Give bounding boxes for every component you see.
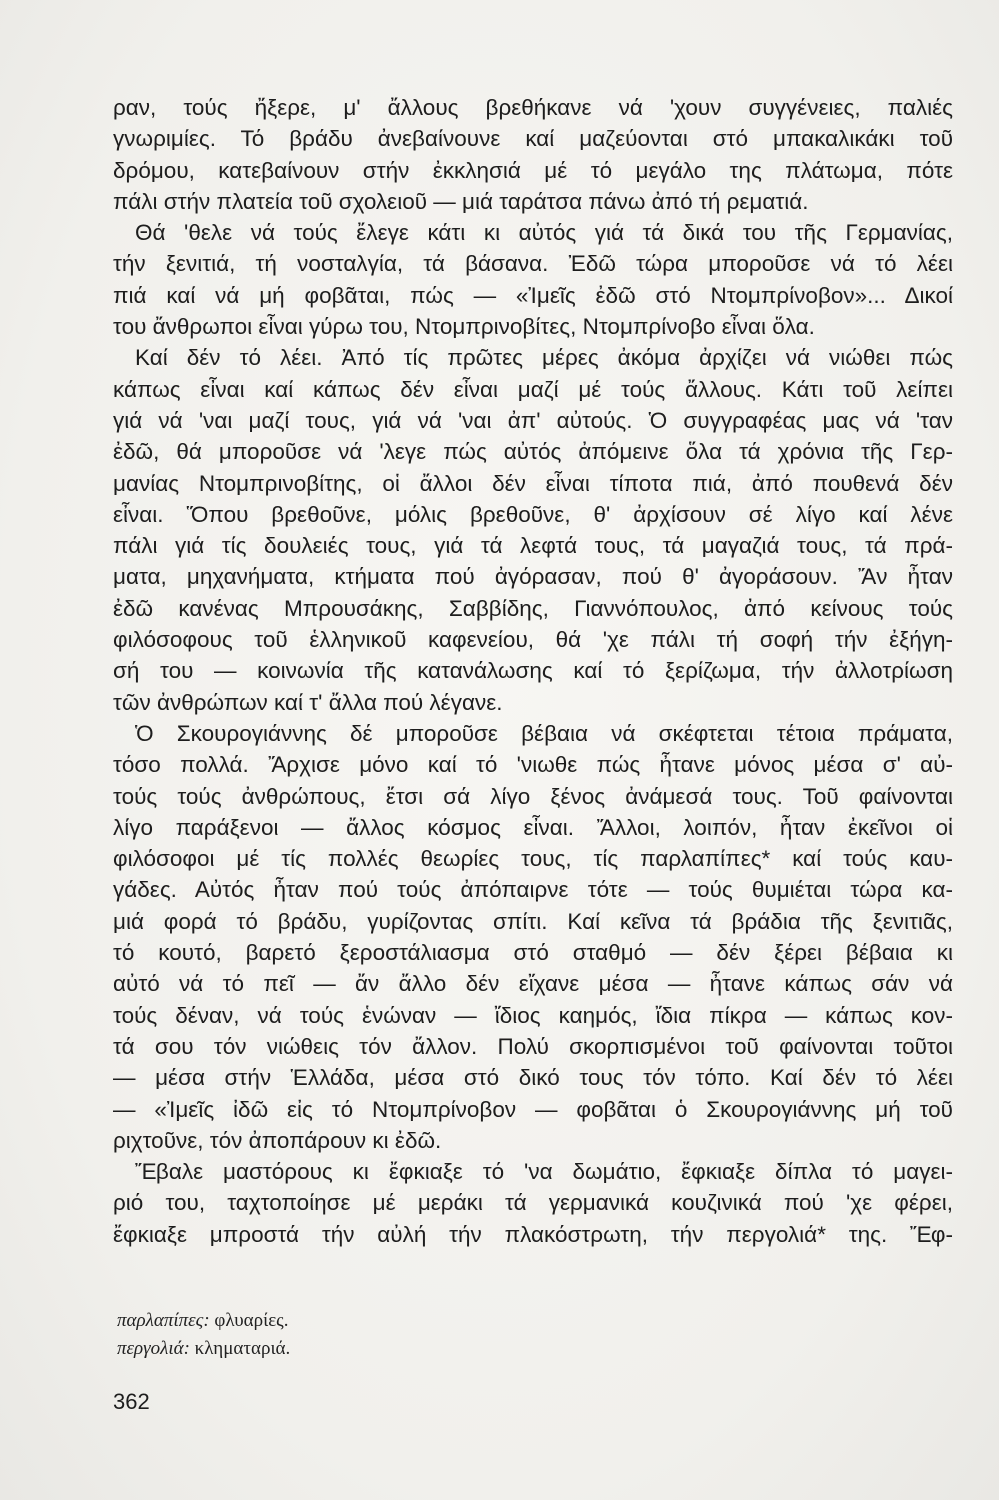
text-line: κάπως εἶναι καί κάπως δέν εἶναι μαζί μέ τούς ἄλλους. Κάτι τοῦ λείπει	[113, 376, 953, 402]
text-line: ματα, μηχανήματα, κτήματα πού ἀγόρασαν, πού θ' ἀγοράσουν. Ἄν ἦταν	[113, 564, 953, 590]
paragraph	[113, 217, 953, 342]
text-line: τούς τούς ἀνθρώπους, ἔτσι σά λίγο ξένος ἀνάμεσά τους. Τοῦ φαίνονται	[113, 783, 953, 809]
footnotes	[117, 1307, 290, 1363]
text-line: δρόμου, κατεβαίνουν στήν ἐκκλησιά μέ τό μεγάλο της πλάτωμα, πότε	[113, 157, 953, 183]
text-line: μιά φορά τό βράδυ, γυρίζοντας σπίτι. Καί κεῖνα τά βράδια τῆς ξενιτιᾶς,	[113, 908, 953, 934]
text-line: φιλόσοφοι μέ τίς πολλές θεωρίες τους, τίς παρλαπίπες* καί τούς καυ-	[113, 846, 953, 872]
footnote-term: περγολιά:	[117, 1338, 190, 1359]
paragraph	[113, 1156, 953, 1250]
text-line: Καί δέν τό λέει. Ἀπό τίς πρῶτες μέρες ἀκόμα ἀρχίζει νά νιώθει πώς	[135, 345, 953, 371]
text-line: γνωριμίες. Τό βράδυ ἀνεβαίνουνε καί μαζεύονται στό μπακαλικάκι τοῦ	[113, 126, 953, 152]
text-line: λίγο παράξενοι — ἄλλος κόσμος εἶναι. Ἄλλοι, λοιπόν, ἦταν ἐκεῖνοι οἱ	[113, 814, 953, 840]
footnote	[117, 1335, 290, 1363]
paragraph	[113, 92, 953, 217]
text-line: πιά καί νά μή φοβᾶται, πώς — «Ἰμεῖς ἐδῶ στό Ντομπρίνοβον»... Δικοί	[113, 282, 953, 308]
text-line: τῶν ἀνθρώπων καί τ' ἄλλα πού λέγανε.	[113, 689, 503, 715]
text-line: τήν ξενιτιά, τή νοσταλγία, τά βάσανα. Ἐδῶ τώρα μποροῦσε νά τό λέει	[113, 251, 953, 277]
text-line: τό κουτό, βαρετό ξεροστάλιασμα στό σταθμό — δέν ξέρει βέβαια κι	[113, 940, 953, 966]
text-line: τά σου τόν νιώθεις τόν ἄλλον. Πολύ σκορπισμένοι τοῦ φαίνονται τοῦτοι	[113, 1033, 953, 1059]
text-line: πάλι στήν πλατεία τοῦ σχολειοῦ — μιά ταράτσα πάνω ἀπό τή ρεματιά.	[113, 188, 809, 214]
footnote-term: παρλαπίπες:	[117, 1310, 210, 1331]
main-text	[113, 92, 953, 1250]
text-line: τούς δέναν, νά τούς ἑνώναν — ἴδιος καημός, ἴδια πίκρα — κάπως κον-	[113, 1002, 953, 1028]
text-line: αὐτό νά τό πεῖ — ἄν ἄλλο δέν εἴχανε μέσα — ἦτανε κάπως σάν νά	[113, 971, 953, 997]
footnote-definition: κληματαριά.	[194, 1338, 291, 1359]
footnote	[117, 1307, 290, 1335]
text-line: — «Ἰμεῖς ἰδῶ εἰς τό Ντομπρίνοβον — φοβᾶται ὁ Σκουρογιάννης μή τοῦ	[113, 1096, 953, 1122]
text-line: σή του — κοινωνία τῆς κατανάλωσης καί τό ξερίζωμα, τήν ἀλλοτρίωση	[113, 658, 953, 684]
text-line: Ἔβαλε μαστόρους κι ἔφκιαξε τό 'να δωμάτιο, ἔφκιαξε δίπλα τό μαγει-	[135, 1159, 953, 1185]
text-line: φιλόσοφους τοῦ ἑλληνικοῦ καφενείου, θά 'χε πάλι τή σοφή τήν ἐξήγη-	[113, 627, 953, 653]
page-number: 362	[113, 1389, 150, 1414]
text-line: ἐδῶ κανένας Μπρουσάκης, Σαββίδης, Γιαννόπουλος, ἀπό κείνους τούς	[113, 595, 953, 621]
text-line: του ἄνθρωποι εἶναι γύρω του, Ντομπρινοβίτες, Ντομπρίνοβο εἶναι ὅλα.	[113, 314, 815, 340]
text-line: — μέσα στήν Ἑλλάδα, μέσα στό δικό τους τόν τόπο. Καί δέν τό λέει	[113, 1065, 953, 1091]
footnote-definition: φλυαρίες.	[214, 1310, 289, 1331]
text-line: μανίας Ντομπρινοβίτης, οἱ ἄλλοι δέν εἶναι τίποτα πιά, ἀπό πουθενά δέν	[113, 470, 953, 496]
text-line: γάδες. Αὐτός ἦταν πού τούς ἀπόπαιρνε τότε — τούς θυμιέται τώρα κα-	[113, 877, 953, 903]
text-line: γιά νά 'ναι μαζί τους, γιά νά 'ναι ἀπ' αὐτούς. Ὁ συγγραφέας μας νά 'ταν	[113, 407, 953, 433]
text-line: ἔφκιαξε μπροστά τήν αὐλή τήν πλακόστρωτη, τήν περγολιά* της. Ἔφ-	[113, 1221, 953, 1247]
text-line: Ὁ Σκουρογιάννης δέ μποροῦσε βέβαια νά σκέφτεται τέτοια πράματα,	[135, 720, 953, 746]
text-line: ριχτοῦνε, τόν ἀποπάρουν κι ἐδῶ.	[113, 1127, 442, 1153]
text-line: εἶναι. Ὅπου βρεθοῦνε, μόλις βρεθοῦνε, θ' ἀρχίσουν σέ λίγο καί λένε	[113, 501, 953, 527]
text-line: ἐδῶ, θά μποροῦσε νά 'λεγε πώς αὐτός ἀπόμεινε ὅλα τά χρόνια τῆς Γερ-	[113, 439, 953, 465]
text-line: πάλι γιά τίς δουλειές τους, γιά τά λεφτά τους, τά μαγαζιά τους, τά πρά-	[113, 533, 953, 559]
paragraph	[113, 342, 953, 718]
text-line: ραν, τούς ἤξερε, μ' ἄλλους βρεθήκανε νά 'χουν συγγένειες, παλιές	[113, 95, 953, 120]
text-line: Θά 'θελε νά τούς ἔλεγε κάτι κι αὐτός γιά τά δικά του τῆς Γερμανίας,	[135, 220, 953, 246]
text-line: τόσο πολλά. Ἄρχισε μόνο καί τό 'νιωθε πώς ἦτανε μόνος μέσα σ' αὐ-	[113, 752, 953, 778]
text-line: ριό του, ταχτοποίησε μέ μεράκι τά γερμανικά κουζινικά πού 'χε φέρει,	[113, 1190, 953, 1216]
paragraph	[113, 718, 953, 1156]
